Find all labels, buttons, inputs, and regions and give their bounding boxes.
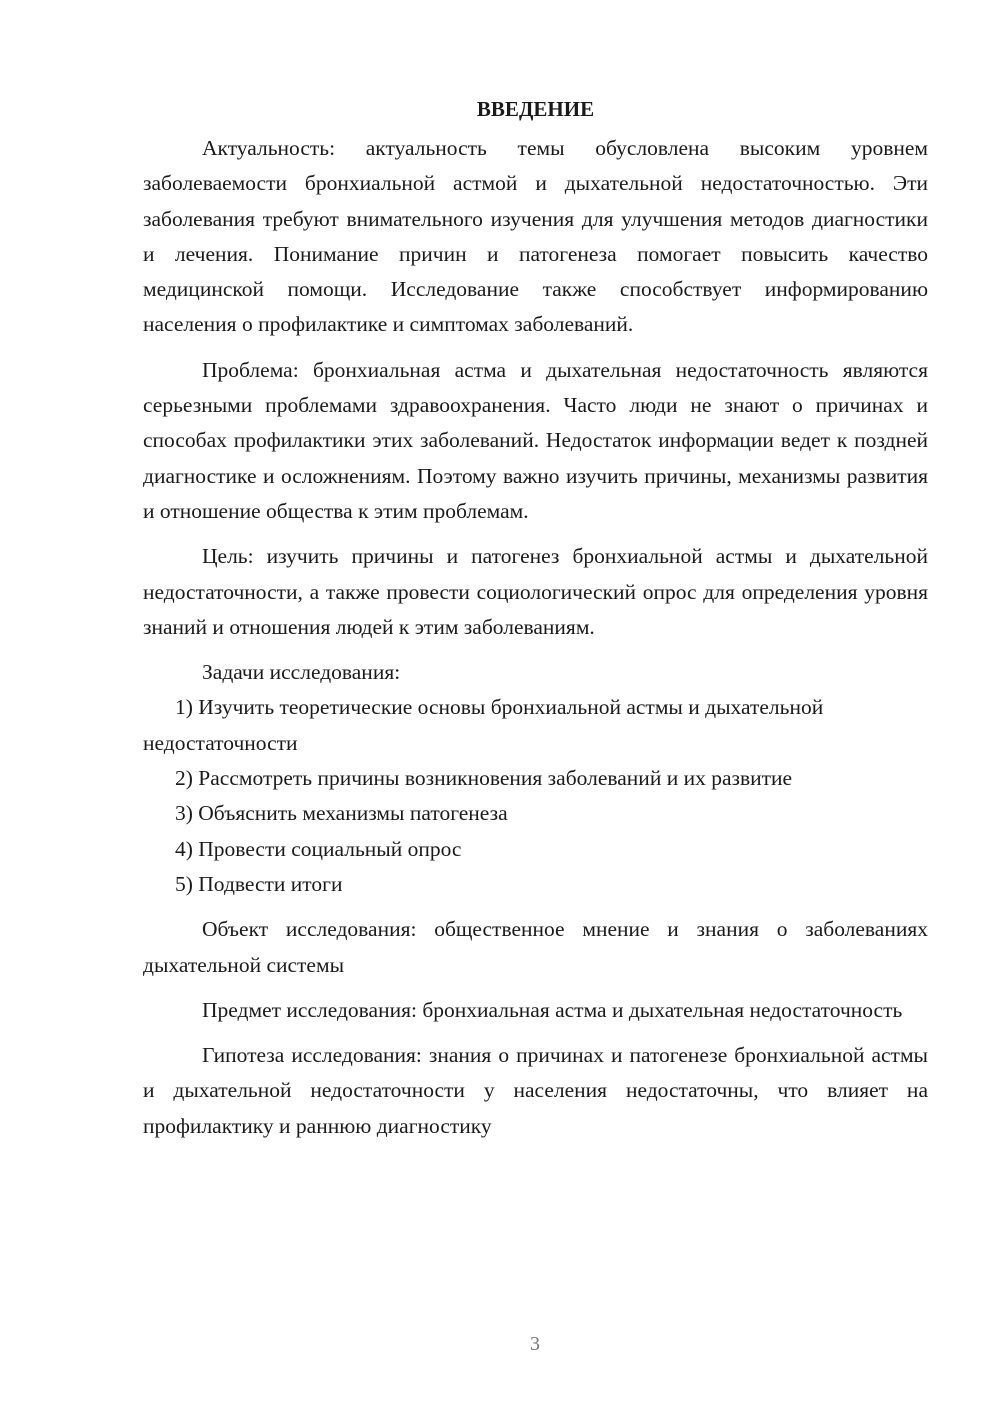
- goal-paragraph: Цель: изучить причины и патогенез бронхиальной астмы и дыхательной недостаточности, а также провести социологический опрос для определения уровня знаний и отношения людей к этим заболеваниям.: [143, 544, 928, 639]
- hypothesis-paragraph: Гипотеза исследования: знания о причинах и патогенезе бронхиальной астмы и дыхательной недостаточности у населения недостаточны, что влияет на профилактику и раннюю диагностику: [143, 1043, 928, 1138]
- relevance-paragraph: Актуальность: актуальность темы обусловлена высоким уровнем заболеваемости бронхиальной астмой и дыхательной недостаточностью. Эти заболевания требуют внимательного изучения для улучшения методов диагностики и лечения. Понимание причин и патогенеза помогает повысить качество медицинской помощи. Исследование также способствует информированию населения о профилактике и симптомах заболеваний.: [143, 136, 928, 337]
- subject-paragraph: Предмет исследования: бронхиальная астма и дыхательная недостаточность: [202, 997, 903, 1022]
- task-item-2: 2) Рассмотреть причины возникновения заболеваний и их развитие: [175, 766, 793, 791]
- object-paragraph: Объект исследования: общественное мнение и знания о заболеваниях дыхательной системы: [143, 917, 928, 977]
- tasks-list: [143, 690, 928, 902]
- task-item-3: 3) Объяснить механизмы патогенеза: [175, 801, 508, 826]
- document-page: [143, 92, 928, 1144]
- task-item-5: 5) Подвести итоги: [175, 871, 343, 896]
- document-title: ВВЕДЕНИЕ: [476, 97, 595, 121]
- task-item-4: 4) Провести социальный опрос: [175, 836, 462, 861]
- tasks-heading: Задачи исследования:: [202, 660, 401, 685]
- problem-paragraph: Проблема: бронхиальная астма и дыхательная недостаточность являются серьезными проблемами здравоохранения. Часто люди не знают о причинах и способах профилактики этих заболеваний. Недостаток информации ведет к поздней диагностике и осложнениям. Поэтому важно изучить причины, механизмы развития и отношение общества к этим проблемам.: [143, 357, 928, 523]
- task-item-1: 1) Изучить теоретические основы бронхиальной астмы и дыхательной недостаточности: [143, 695, 824, 755]
- page-number: 3: [530, 1333, 540, 1355]
